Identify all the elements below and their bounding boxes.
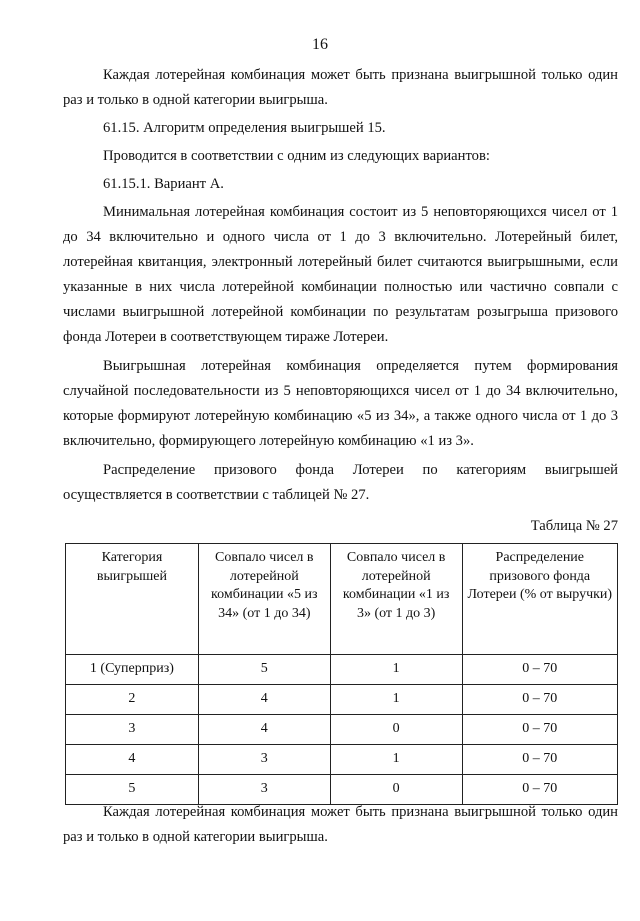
paragraph: 61.15. Алгоритм определения выигрышей 15.: [103, 120, 386, 136]
table-cell: 1: [330, 745, 462, 775]
paragraph: Минимальная лотерейная комбинация состоит из 5 неповторяющихся чисел от 1 до 34 включительно и одного числа от 1 до 3 включительно. Лотерейный билет, лотерейная квитанция, электронный лотерейный билет считаются выигрышными, если указанные в них числа лотерейной комбинации полностью или частично совпали с числами выигрышной лотерейной комбинации по результатам розыгрыша призового фонда Лотереи в соответствующем тираже Лотереи.: [63, 204, 618, 345]
table-cell: 4: [198, 715, 330, 745]
table-row: [66, 685, 618, 715]
table-row: [66, 715, 618, 745]
paragraph: Проводится в соответствии с одним из следующих вариантов:: [103, 148, 490, 164]
table-cell: 0 – 70: [462, 685, 617, 715]
header-cell: Категория выигрышей: [66, 544, 199, 655]
table-cell: 1: [330, 655, 462, 685]
table-cell: 1 (Суперприз): [66, 655, 199, 685]
table-cell: 0 – 70: [462, 775, 617, 805]
table-cell: 0 – 70: [462, 745, 617, 775]
table-cell: 0 – 70: [462, 655, 617, 685]
paragraph: Каждая лотерейная комбинация может быть признана выигрышной только один раз и только в одной категории выигрыша.: [63, 804, 618, 845]
table-cell: 0 – 70: [462, 715, 617, 745]
table-cell: 3: [66, 715, 199, 745]
table-cell: 0: [330, 715, 462, 745]
table-cell: 5: [66, 775, 199, 805]
table-caption: Таблица № 27: [530, 518, 618, 534]
table-cell: 4: [198, 685, 330, 715]
body-text-top: [63, 63, 618, 508]
table-cell: 0: [330, 775, 462, 805]
table-cell: 1: [330, 685, 462, 715]
table-cell: 3: [198, 745, 330, 775]
prize-distribution-table: [65, 543, 618, 805]
paragraph: Распределение призового фонда Лотереи по категориям выигрышей осуществляется в соответствии с таблицей № 27.: [63, 462, 618, 503]
table-cell: 2: [66, 685, 199, 715]
paragraph: 61.15.1. Вариант А.: [103, 176, 224, 192]
header-cell: Совпало чисел в лотерейной комбинации «1 из 3» (от 1 до 3): [330, 544, 462, 655]
header-cell: Распределение призового фонда Лотереи (% от выручки): [462, 544, 617, 655]
page-number: 16: [312, 36, 328, 53]
table-row: [66, 655, 618, 685]
header-cell: Совпало чисел в лотерейной комбинации «5 из 34» (от 1 до 34): [198, 544, 330, 655]
paragraph: Каждая лотерейная комбинация может быть признана выигрышной только один раз и только в одной категории выигрыша.: [63, 67, 618, 108]
table-cell: 3: [198, 775, 330, 805]
table-row: [66, 745, 618, 775]
body-text-after: [63, 800, 618, 850]
table-cell: 5: [198, 655, 330, 685]
table-cell: 4: [66, 745, 199, 775]
table-header-row: [66, 544, 618, 655]
paragraph: Выигрышная лотерейная комбинация определяется путем формирования случайной последовательности из 5 неповторяющихся чисел от 1 до 34 включительно, которые формируют лотерейную комбинацию «5 из 34», а также одного числа от 1 до 3 включительно, формирующего лотерейную комбинацию «1 из 3».: [63, 358, 618, 449]
